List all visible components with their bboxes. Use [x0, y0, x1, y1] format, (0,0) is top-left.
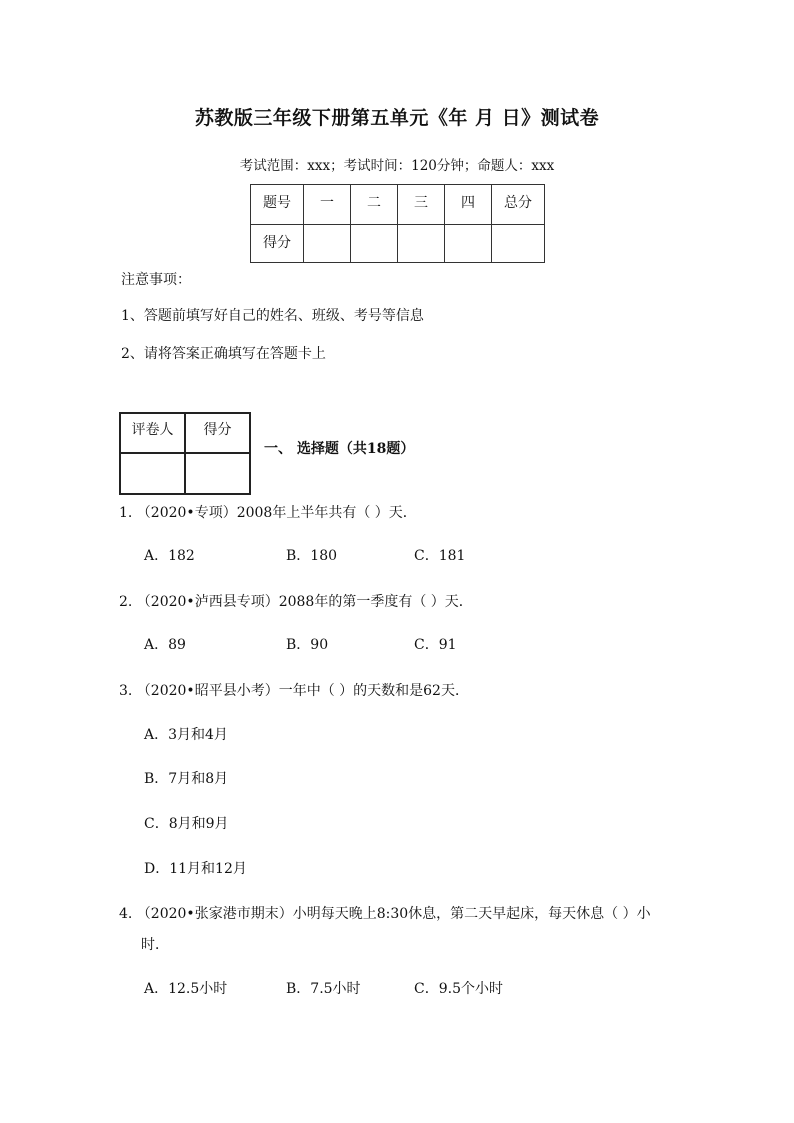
option-a[interactable]: A．12.5小时	[144, 981, 228, 997]
question-text: 1. （2020•专项）2008年上半年共有（ ）天．	[119, 505, 417, 521]
score-table-header-row	[251, 185, 545, 225]
option-b[interactable]: B．180	[286, 548, 338, 564]
option-c[interactable]: C．91	[414, 637, 457, 653]
score-cell[interactable]	[492, 225, 545, 263]
score-table-header-cell: 总分	[492, 185, 545, 225]
score-cell[interactable]	[351, 225, 398, 263]
grader-cell[interactable]	[120, 453, 185, 494]
score-cell[interactable]	[445, 225, 492, 263]
score-cell[interactable]	[304, 225, 351, 263]
question-text: 3. （2020•昭平县小考）一年中（ ）的天数和是62天．	[119, 683, 469, 699]
question-text: 4. （2020•张家港市期末）小明每天晚上8:30休息，第二天早起床，每天休息（ ）小	[119, 906, 651, 922]
grader-header-row	[120, 413, 250, 453]
grader-header-cell: 得分	[185, 413, 250, 453]
option-c[interactable]: C．9.5个小时	[414, 981, 503, 997]
score-table-score-row	[251, 225, 545, 263]
grader-input-row	[120, 453, 250, 494]
score-cell[interactable]	[398, 225, 445, 263]
option-c[interactable]: C．181	[414, 548, 466, 564]
note-item: 1、答题前填写好自己的姓名、班级、考号等信息	[121, 308, 424, 324]
score-table-header-cell: 一	[304, 185, 351, 225]
score-table-header-cell: 四	[445, 185, 492, 225]
score-table	[250, 184, 545, 263]
note-item: 2、请将答案正确填写在答题卡上	[121, 346, 326, 362]
grader-table	[119, 412, 251, 495]
option-a[interactable]: A．182	[144, 548, 195, 564]
question-text-continued: 时．	[141, 937, 169, 953]
grader-header-cell: 评卷人	[120, 413, 185, 453]
option-c[interactable]: C．8月和9月	[144, 816, 229, 832]
exam-info: 考试范围：xxx；考试时间：120分钟；命题人：xxx	[239, 158, 555, 174]
section-title: 一、 选择题（共18题）	[264, 441, 415, 457]
option-b[interactable]: B．7月和8月	[144, 771, 229, 787]
option-b[interactable]: B．7.5小时	[286, 981, 361, 997]
grader-score-cell[interactable]	[185, 453, 250, 494]
option-b[interactable]: B．90	[286, 637, 329, 653]
score-table-header-cell: 题号	[251, 185, 304, 225]
question-text: 2. （2020•泸西县专项）2088年的第一季度有（ ）天．	[119, 594, 473, 610]
score-table-header-cell: 二	[351, 185, 398, 225]
option-a[interactable]: A．89	[144, 637, 186, 653]
score-row-label: 得分	[251, 225, 304, 263]
option-d[interactable]: D．11月和12月	[144, 861, 247, 877]
score-table-header-cell: 三	[398, 185, 445, 225]
notes-heading: 注意事项：	[121, 272, 191, 288]
page-title: 苏教版三年级下册第五单元《年 月 日》测试卷	[194, 107, 600, 129]
option-a[interactable]: A．3月和4月	[144, 727, 228, 743]
